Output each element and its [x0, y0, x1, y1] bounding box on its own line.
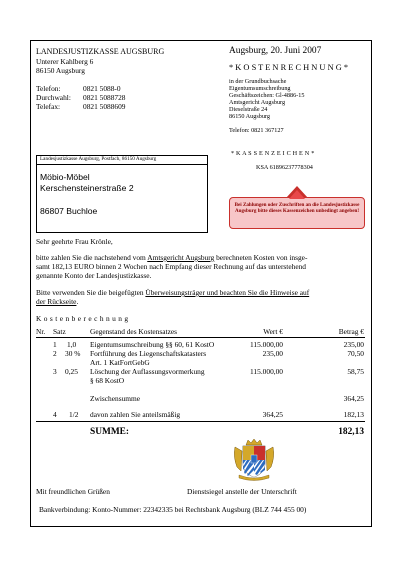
direct-value: 0821 5088728 — [83, 93, 126, 102]
body-paragraph-1-line-1 — [36, 254, 307, 262]
bank-details: Bankverbindung: Konto-Nummer: 22342335 bei Rechtsbank Augsburg (BLZ 744 455 00) — [39, 505, 307, 514]
row-2-desc-2: Art. 1 KatFortGebG — [90, 358, 150, 367]
body-p2-text-a: Bitte verwenden Sie die beigefügten — [36, 288, 146, 297]
kassenzeichen-title: * K A S S E N Z E I C H E N * — [231, 150, 315, 157]
row-2-betrag: 70,50 — [347, 349, 364, 358]
seal-note: Dienstsiegel anstelle der Unterschrift — [187, 487, 297, 496]
row-1-satz: 1,0 — [67, 340, 77, 349]
col-header-betrag: Betrag € — [338, 327, 364, 336]
recipient-address-window — [36, 155, 208, 233]
bavarian-coat-of-arms-icon — [233, 437, 275, 481]
matter-line-3: Geschäftszeichen: Gl-4886-15 — [229, 92, 305, 99]
matter-phone: Telefon: 0821 367127 — [229, 127, 284, 134]
sender-street: Unterer Kahlberg 6 — [36, 57, 94, 66]
salutation: Sehr geehrte Frau Krönle, — [36, 237, 113, 246]
row-4-nr: 4 — [53, 410, 57, 419]
invoice-date: Augsburg, 20. Juni 2007 — [229, 46, 322, 56]
col-header-nr: Nr. — [36, 327, 46, 336]
recipient-name: Möbio-Möbel — [40, 172, 90, 182]
phone-label: Telefon: — [36, 84, 61, 93]
subtotal-label: Zwischensumme — [90, 394, 141, 403]
row-4-satz: 1/2 — [69, 410, 79, 419]
sum-label: SUMME: — [90, 427, 130, 437]
row-1-wert: 115.000,00 — [250, 340, 283, 349]
matter-line-4: Amtsgericht Augsburg — [229, 99, 286, 106]
matter-line-1: in der Grundbuchsache — [229, 78, 287, 85]
subtotal-value: 364,25 — [343, 394, 364, 403]
row-2-nr: 2 — [53, 349, 57, 358]
body-paragraph-2-line-2 — [36, 298, 78, 306]
row-3-wert: 115.000,00 — [250, 367, 283, 376]
row-1-betrag: 235,00 — [343, 340, 364, 349]
row-2-satz: 30 % — [65, 349, 81, 358]
table-header-rule — [36, 337, 365, 338]
row-3-desc-2: § 68 KostO — [90, 376, 125, 385]
sender-city: 86150 Augsburg — [36, 66, 85, 75]
col-header-satz: Satz — [53, 327, 66, 336]
row-3-satz: 0,25 — [65, 367, 78, 376]
body-p1-text-a: bitte zahlen Sie die nachstehend vom — [36, 253, 148, 262]
transfer-form-link: Überweisungsträger und beachten Sie die Hinweise auf — [145, 288, 310, 297]
recipient-city: 86807 Buchloe — [40, 206, 98, 216]
cost-table-title: K o s t e n b e r e c h n u n g — [36, 314, 129, 323]
row-3-nr: 3 — [53, 367, 57, 376]
row-1-desc: Eigentumsumschreibung §§ 60, 61 KostO — [90, 340, 215, 349]
sender-name: LANDESJUSTIZKASSE AUGSBURG — [36, 47, 165, 56]
row-4-betrag: 182,13 — [343, 410, 364, 419]
body-paragraph-1-line-2: samt 182,13 EURO binnen 2 Wochen nach Empfang dieser Rechnung auf das unterstehend — [36, 262, 306, 271]
document-title: * K O S T E N R E C H N U N G * — [229, 63, 349, 72]
sum-value: 182,13 — [338, 427, 364, 437]
col-header-gegenstand: Gegenstand des Kostensatzes — [90, 327, 178, 336]
row-3-betrag: 58,75 — [347, 367, 364, 376]
body-p2-end: . — [76, 297, 79, 306]
row-4-desc: davon zahlen Sie anteilsmäßig — [90, 410, 181, 419]
row-1-nr: 1 — [53, 340, 57, 349]
row-2-desc: Fortführung des Liegenschaftskatasters — [90, 349, 207, 358]
body-p1-text-b: berechneten Kosten von insge- — [214, 253, 308, 262]
invoice-page — [30, 40, 372, 527]
callout-text: Bei Zahlungen oder Zuschriften an die Landesjustizkasse Augsburg bitte dieses Kassenzeichen unbedingt angeben! — [234, 202, 360, 215]
direct-label: Durchwahl: — [36, 93, 71, 102]
row-4-wert: 364,25 — [262, 410, 283, 419]
fax-label: Telefax: — [36, 102, 61, 111]
matter-line-2: Eigentumsumschreibung — [229, 85, 291, 92]
court-name-link: Amtsgericht Augsburg — [147, 253, 215, 262]
col-header-wert: Wert € — [263, 327, 283, 336]
kassenzeichen-value: KSA 61896237778304 — [256, 164, 313, 171]
matter-line-6: 86150 Augsburg — [229, 113, 270, 120]
closing-greeting: Mit freundlichen Grüßen — [36, 487, 110, 496]
recipient-street: Kerschensteinerstraße 2 — [40, 183, 134, 193]
matter-line-5: Dieselstraße 24 — [229, 106, 268, 113]
table-total-rule — [36, 421, 365, 422]
fax-value: 0821 5088609 — [83, 102, 126, 111]
payment-reference-callout — [229, 197, 365, 229]
body-paragraph-1-line-3: genannte Konto der Landesjustizkasse. — [36, 271, 152, 280]
return-address-divider — [37, 164, 207, 165]
reverse-side-link: der Rückseite — [36, 297, 77, 306]
body-paragraph-2-line-1 — [36, 289, 309, 297]
arrow-up-icon-fill — [289, 190, 305, 199]
row-3-desc: Löschung der Auflassungsvormerkung — [90, 367, 205, 376]
return-address: Landesjustizkasse Augsburg, Postfach, 86150 Augsburg — [40, 156, 157, 162]
row-2-wert: 235,00 — [262, 349, 283, 358]
phone-value: 0821 5088-0 — [83, 84, 121, 93]
